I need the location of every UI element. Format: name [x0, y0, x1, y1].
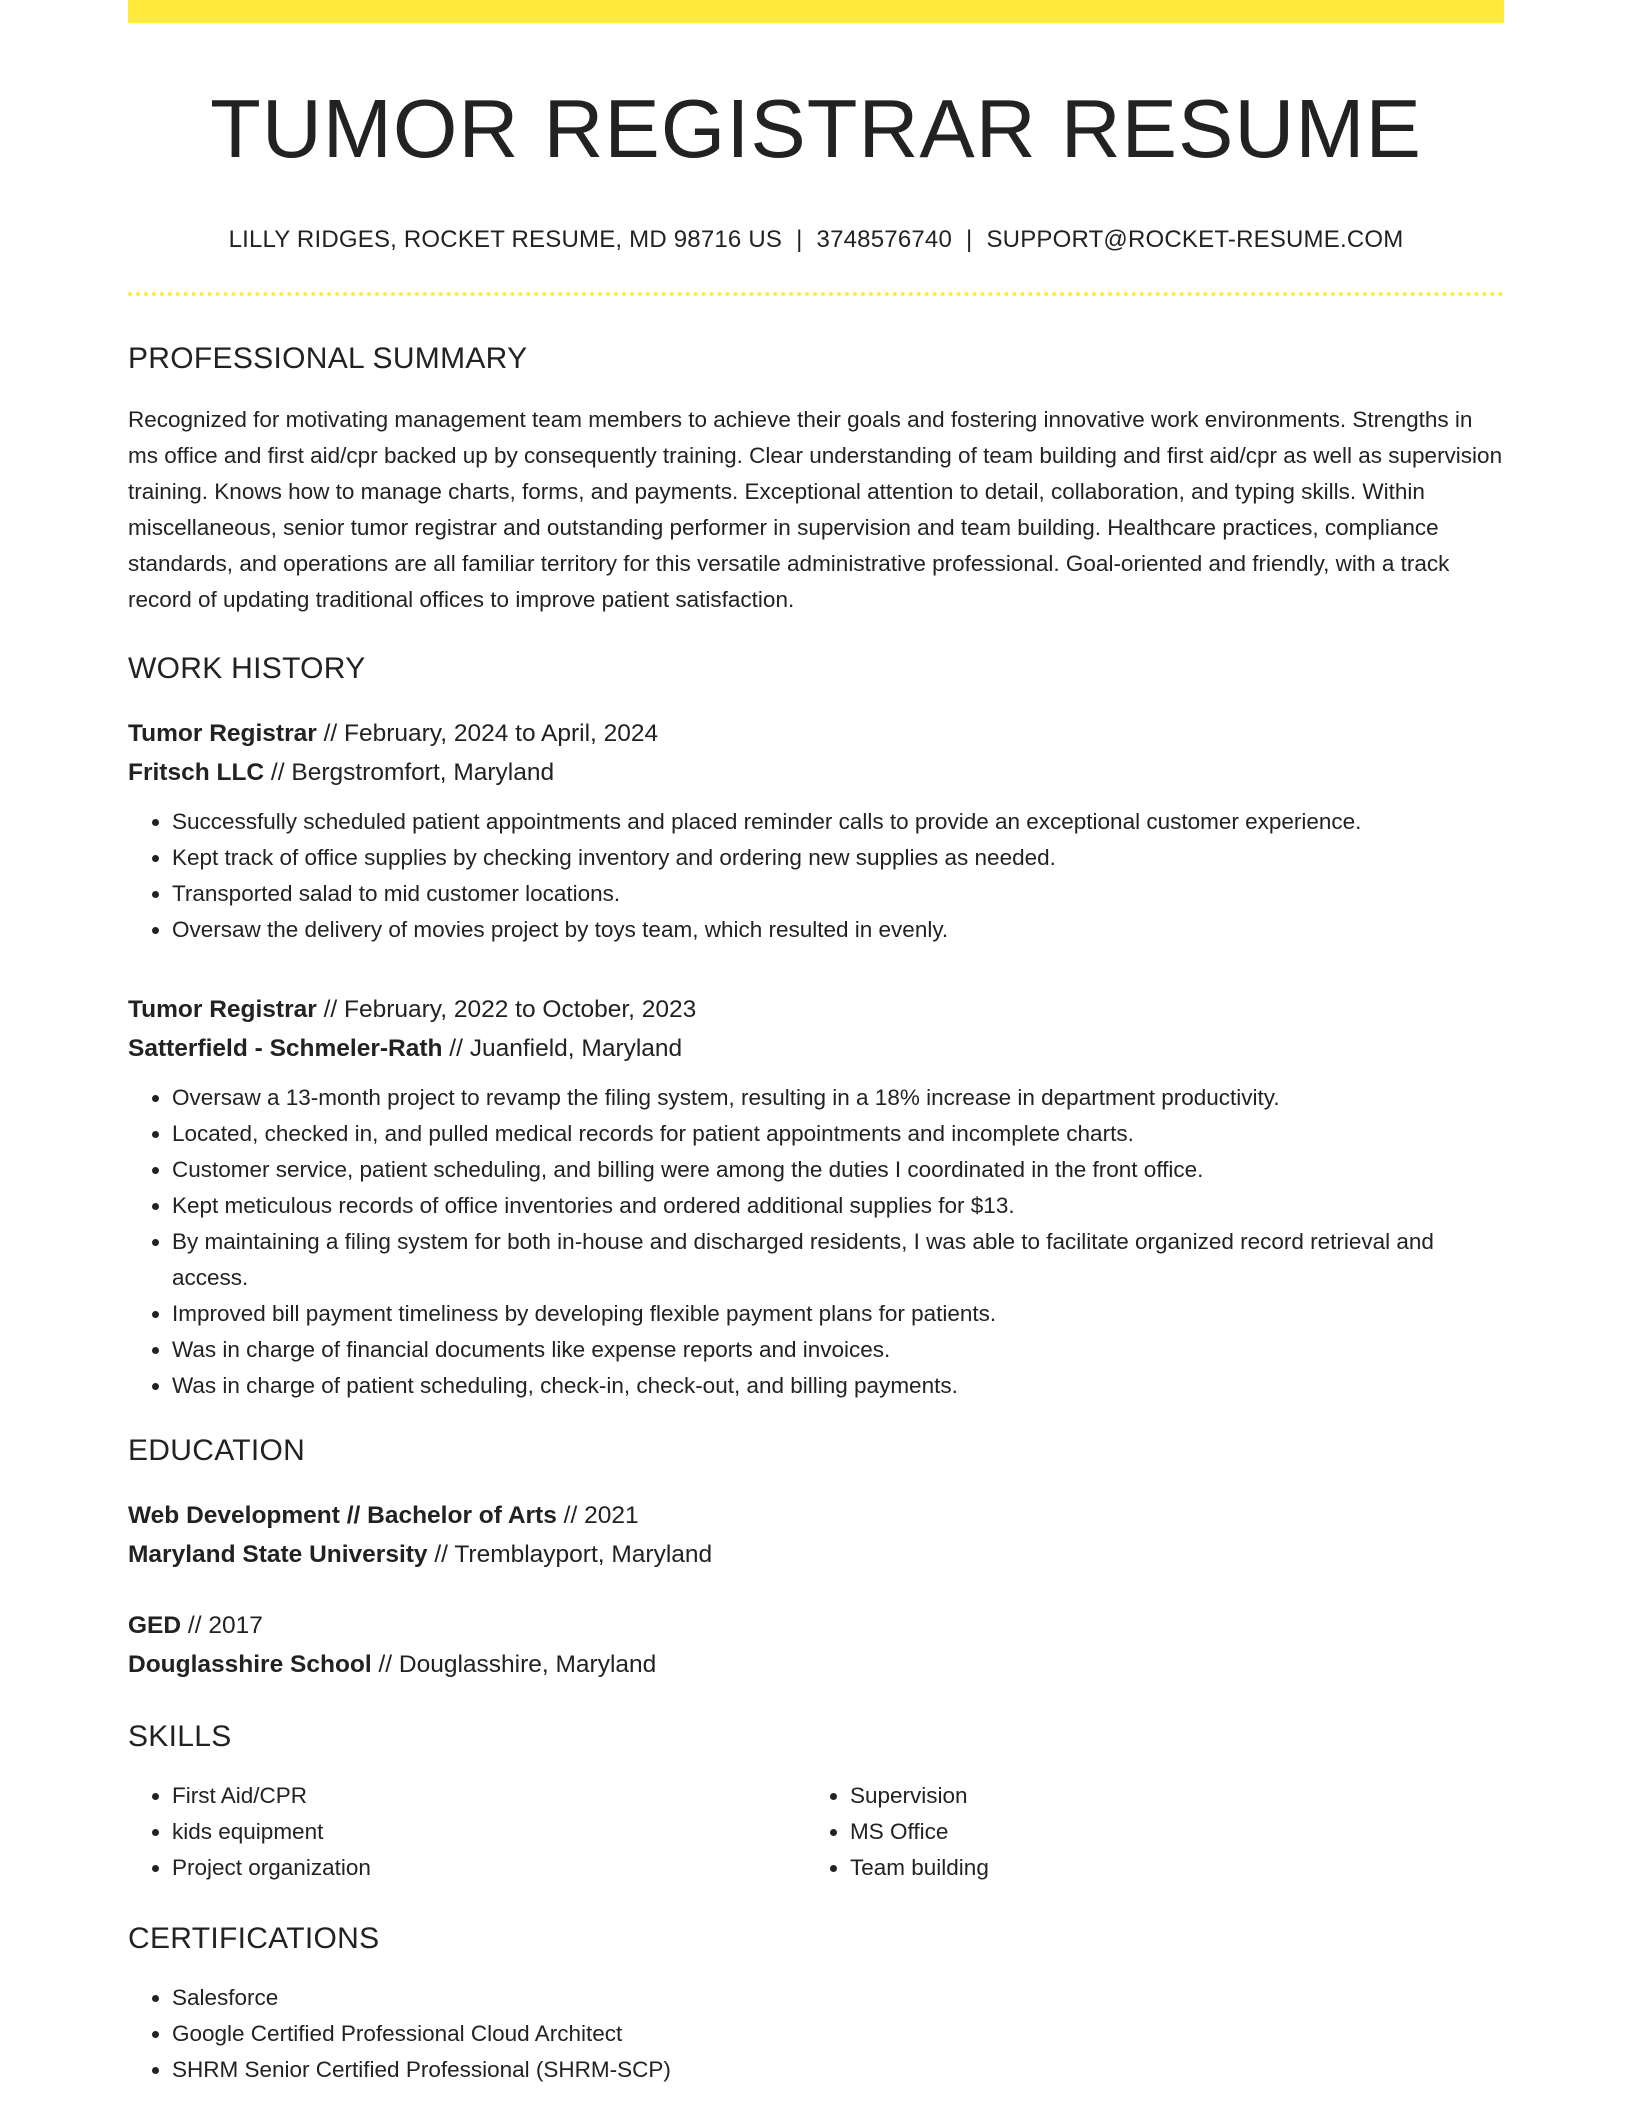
job-bullet: • Was in charge of financial documents like expense reports and invoices. — [172, 1332, 1504, 1368]
certification-item: • Google Certified Professional Cloud Architect — [172, 2016, 1504, 2052]
job-bullet: • Transported salad to mid customer locations. — [172, 876, 1504, 912]
job-title-line — [128, 714, 1504, 753]
education-location: // Douglasshire, Maryland — [371, 1651, 657, 1679]
skills-heading: SKILLS — [128, 1720, 232, 1754]
education-degree-line — [128, 1606, 1504, 1645]
certifications-heading: CERTIFICATIONS — [128, 1922, 380, 1956]
contact-line — [128, 226, 1504, 254]
certifications-section — [128, 1980, 1504, 2088]
job-entry — [128, 714, 1504, 948]
certification-item: • Salesforce — [172, 1980, 1504, 2016]
contact-address: LILLY RIDGES, ROCKET RESUME, MD 98716 US — [228, 226, 783, 254]
skills-column-right — [806, 1778, 1484, 1886]
job-company: Fritsch LLC — [128, 759, 265, 787]
job-location: // Bergstromfort, Maryland — [264, 759, 555, 787]
job-company: Satterfield - Schmeler-Rath — [128, 1035, 443, 1063]
job-bullet: • Was in charge of patient scheduling, check-in, check-out, and billing payments. — [172, 1368, 1504, 1404]
accent-top-bar — [128, 0, 1504, 23]
education-degree: Web Development // Bachelor of Arts — [128, 1502, 557, 1530]
education-school: Douglasshire School — [128, 1651, 372, 1679]
contact-phone: 3748576740 — [816, 226, 953, 254]
job-bullets — [128, 1080, 1504, 1404]
job-bullet: • Improved bill payment timeliness by developing flexible payment plans for patients. — [172, 1296, 1504, 1332]
skill-item: • First Aid/CPR — [172, 1778, 806, 1814]
job-company-line — [128, 753, 1504, 792]
job-dates: // February, 2022 to October, 2023 — [316, 996, 697, 1024]
job-bullet: • Kept meticulous records of office inventories and ordered additional supplies for $13. — [172, 1188, 1504, 1224]
skills-list — [128, 1778, 806, 1886]
job-bullet: • Kept track of office supplies by checking inventory and ordering new supplies as needed. — [172, 840, 1504, 876]
skill-item: • Team building — [850, 1850, 1484, 1886]
job-bullets — [128, 804, 1504, 948]
education-degree-line — [128, 1496, 1504, 1535]
resume-page — [128, 0, 1504, 2088]
job-entry — [128, 990, 1504, 1404]
education-year: // 2021 — [556, 1502, 639, 1530]
job-title: Tumor Registrar — [128, 720, 317, 748]
skills-list — [806, 1778, 1484, 1886]
skills-grid — [128, 1778, 1504, 1886]
certification-item: • SHRM Senior Certified Professional (SHRM-SCP) — [172, 2052, 1504, 2088]
job-bullet: • Located, checked in, and pulled medical records for patient appointments and incomplete charts. — [172, 1116, 1504, 1152]
summary-heading: PROFESSIONAL SUMMARY — [128, 342, 528, 376]
summary-text: Recognized for motivating management team members to achieve their goals and fostering innovative work environments. Strengths in ms office and first aid/cpr backed up by consequently training. Clear understanding of team building and first aid/cpr as well as supervision training. Knows how to manage charts, forms, and payments. Exceptional attention to detail, collaboration, and typing skills. Within miscellaneous, senior tumor registrar and outstanding performer in supervision and team building. Healthcare practices, compliance standards, and operations are all familiar territory for this versatile administrative professional. Goal-oriented and friendly, with a track record of updating traditional offices to improve patient satisfaction. — [128, 407, 1503, 613]
job-dates: // February, 2024 to April, 2024 — [316, 720, 659, 748]
job-company-line — [128, 1029, 1504, 1068]
education-entry — [128, 1606, 1504, 1684]
job-bullet: • By maintaining a filing system for both in-house and discharged residents, I was able to facilitate organized record retrieval and access. — [172, 1224, 1504, 1296]
education-school-line — [128, 1535, 1504, 1574]
contact-email: SUPPORT@ROCKET-RESUME.COM — [986, 226, 1404, 254]
job-bullet: • Customer service, patient scheduling, and billing were among the duties I coordinated in the front office. — [172, 1152, 1504, 1188]
contact-separator: | — [796, 226, 803, 254]
job-title-line — [128, 990, 1504, 1029]
skills-column-left — [128, 1778, 806, 1886]
education-degree: GED — [128, 1612, 182, 1640]
skill-item: • Supervision — [850, 1778, 1484, 1814]
job-location: // Juanfield, Maryland — [442, 1035, 683, 1063]
skill-item: • MS Office — [850, 1814, 1484, 1850]
certifications-list — [128, 1980, 1504, 2088]
education-school-line — [128, 1645, 1504, 1684]
education-heading: EDUCATION — [128, 1434, 306, 1468]
contact-separator: | — [966, 226, 973, 254]
skill-item: • Project organization — [172, 1850, 806, 1886]
dotted-divider — [128, 292, 1504, 296]
education-year: // 2017 — [181, 1612, 263, 1640]
education-school: Maryland State University — [128, 1541, 428, 1569]
skill-item: • kids equipment — [172, 1814, 806, 1850]
resume-title: TUMOR REGISTRAR RESUME — [210, 82, 1422, 175]
education-location: // Tremblayport, Maryland — [427, 1541, 713, 1569]
education-entry — [128, 1496, 1504, 1574]
work-history-heading: WORK HISTORY — [128, 652, 366, 686]
job-bullet: • Oversaw the delivery of movies project by toys team, which resulted in evenly. — [172, 912, 1504, 948]
job-title: Tumor Registrar — [128, 996, 317, 1024]
job-bullet: • Oversaw a 13-month project to revamp the filing system, resulting in a 18% increase in department productivity. — [172, 1080, 1504, 1116]
job-bullet: • Successfully scheduled patient appointments and placed reminder calls to provide an exceptional customer experience. — [172, 804, 1504, 840]
